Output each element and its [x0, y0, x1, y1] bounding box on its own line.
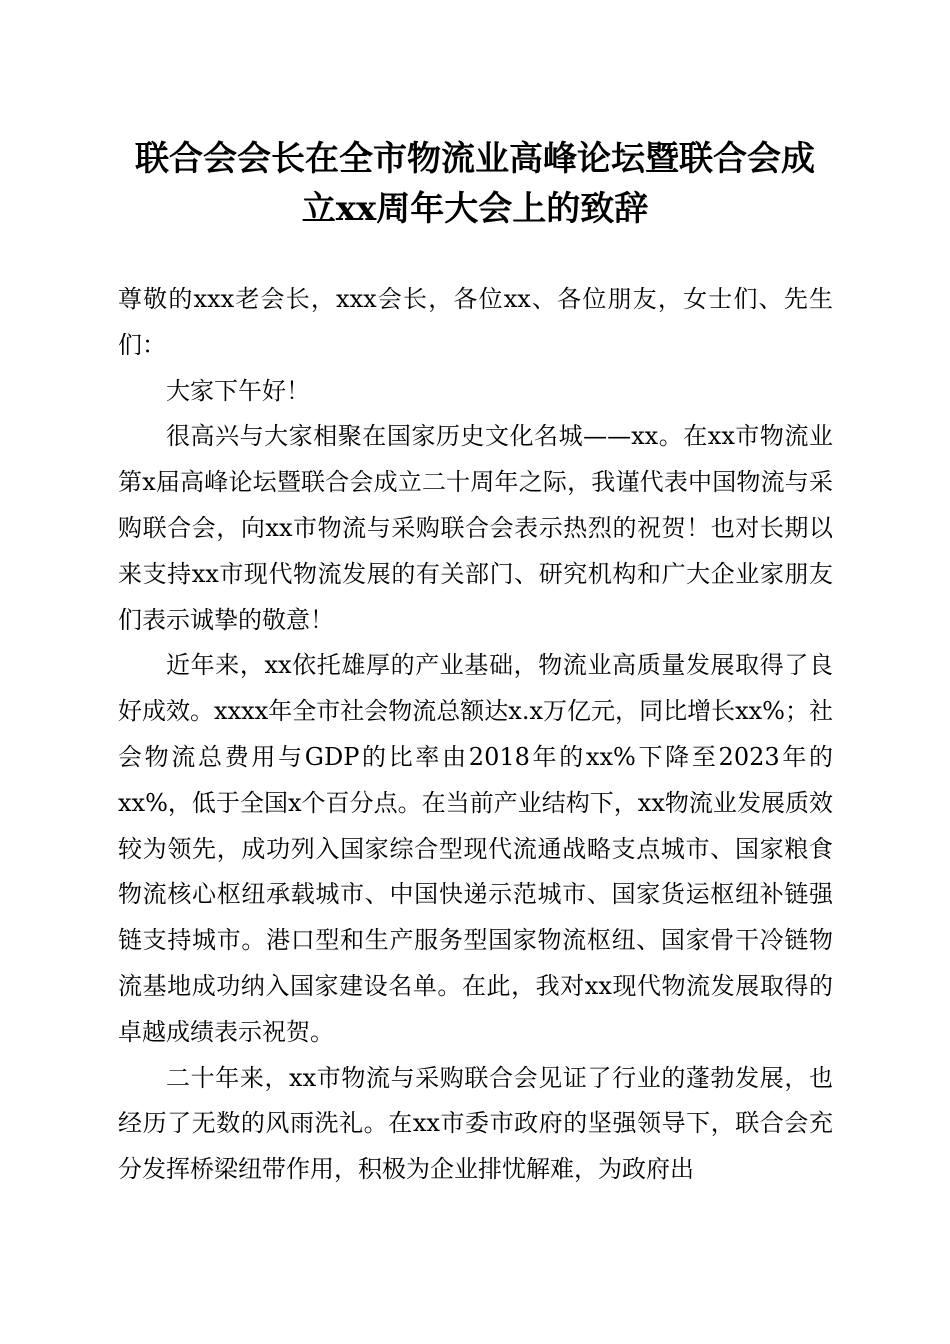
paragraph-greeting: 大家下午好！ [166, 376, 310, 405]
document-title [100, 134, 850, 234]
paragraph-congratulations: 很高兴与大家相聚在国家历史文化名城——xx。在xx市物流业第x届高峰论坛暨联合会成立二十周年之际，我谨代表中国物流与采购联合会，向xx市物流与采购联合会表示热烈的祝贺！也对长期以来支持xx市现代物流发展的有关部门、研究机构和广大企业家朋友们表示诚挚的敬意！ [118, 422, 833, 634]
title-line-2: 立xx周年大会上的致辞 [301, 189, 649, 229]
document-body [118, 277, 833, 1193]
paragraph-achievements: 近年来，xx依托雄厚的产业基础，物流业高质量发展取得了良好成效。xxxx年全市社会物流总额达x.x万亿元，同比增长xx%；社会物流总费用与GDP的比率由2018年的xx%下降至2023年的xx%，低于全国x个百分点。在当前产业结构下，xx物流业发展质效较为领先，成功列入国家综合型现代流通战略支点城市、国家粮食物流核心枢纽承载城市、中国快递示范城市、国家货运枢纽补链强链支持城市。港口型和生产服务型国家物流枢纽、国家骨干冷链物流基地成功纳入国家建设名单。在此，我对xx现代物流发展取得的卓越成绩表示祝贺。 [118, 651, 833, 1046]
salutation: 尊敬的xxx老会长，xxx会长，各位xx、各位朋友，女士们、先生们： [118, 285, 833, 359]
title-line-1: 联合会会长在全市物流业高峰论坛暨联合会成 [135, 139, 815, 179]
paragraph-twenty-years: 二十年来，xx市物流与采购联合会见证了行业的蓬勃发展，也经历了无数的风雨洗礼。在xx市委市政府的坚强领导下，联合会充分发挥桥梁纽带作用，积极为企业排忧解难，为政府出 [118, 1063, 833, 1184]
